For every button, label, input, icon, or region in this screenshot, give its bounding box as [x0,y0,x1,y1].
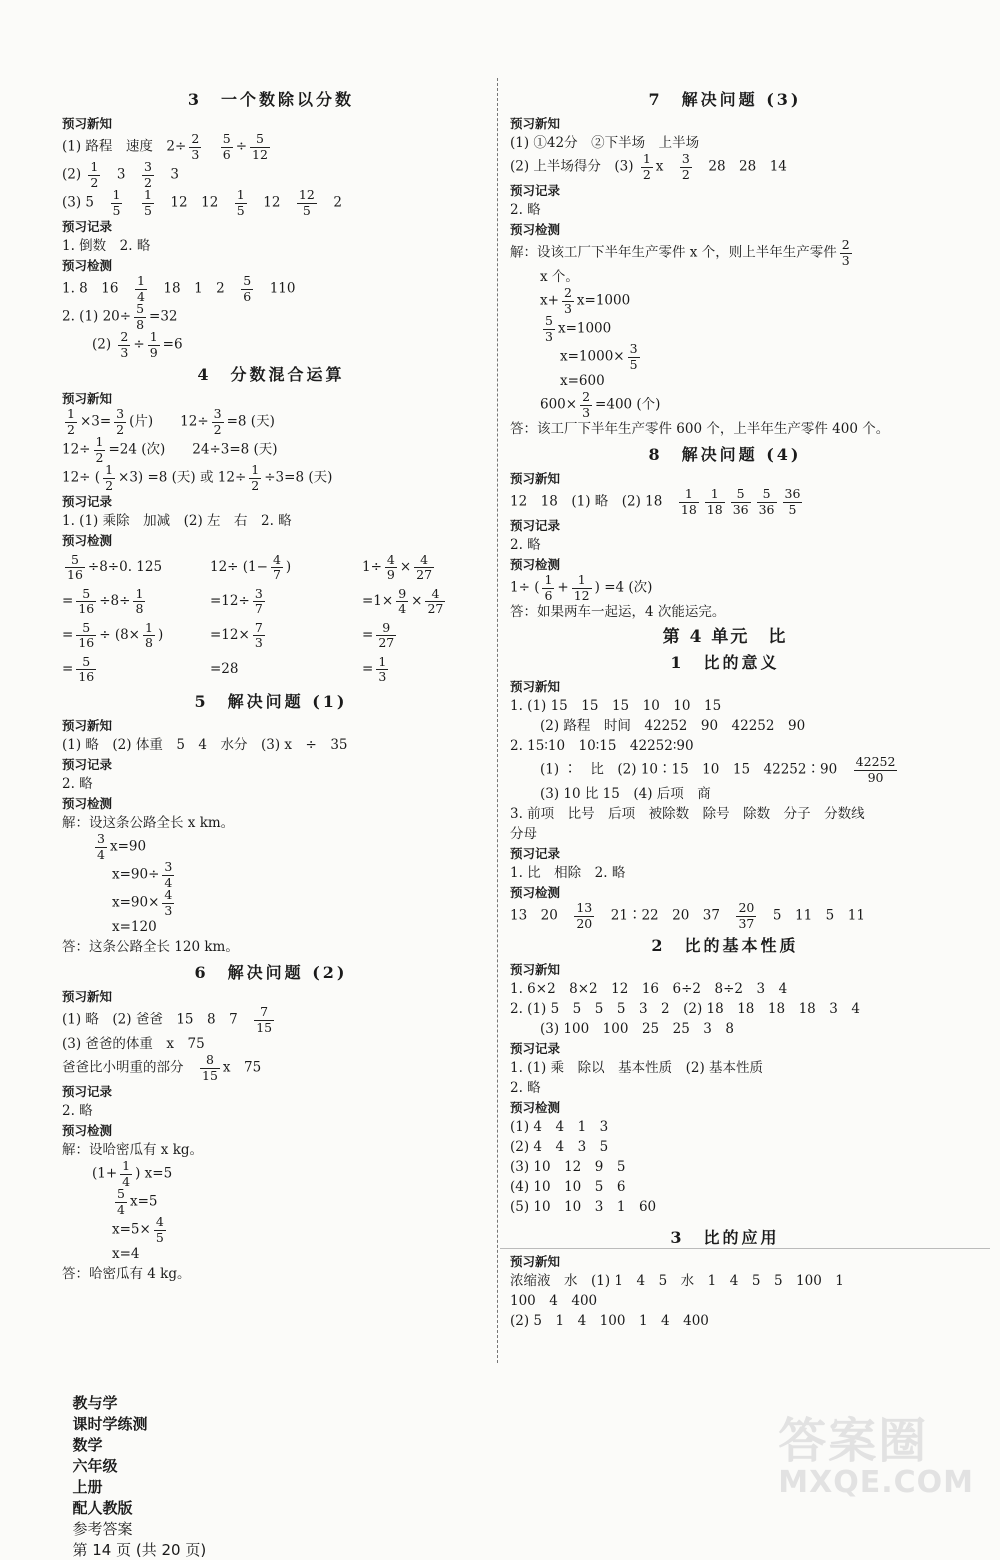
s6-answer: 答：哈密瓜有 4 kg。 [62,1266,191,1282]
fraction: $\frac{7}{15}$ [256,1004,273,1035]
section-3-title: 3 一个数除以分数 [187,90,355,109]
u4s3-new-3: (2) 5 1 4 100 1 4 400 [510,1313,709,1329]
fraction: $\frac{3}{4}$ [164,859,173,890]
preview-record-label: 预习记录 [510,518,561,533]
preview-record-label: 预习记录 [62,219,113,234]
u4s2-check-1: (1) 4 4 1 3 [510,1119,609,1135]
u4s3-new-2: 100 4 400 [510,1293,598,1309]
fraction: $\frac{1}{18}$ [680,486,697,517]
u4s2-check-4: (4) 10 10 5 6 [510,1179,626,1195]
s7-record: 2. 略 [510,202,541,218]
u4-check-1: 13 20 $\frac{13}{20}$ 21∶22 20 37 $\frac{20}{37}$ 5 11 5 11 [510,900,865,931]
fraction: $\frac{12}{5}$ [298,187,315,218]
s3-new-line-3: (3) 5 $\frac{1}{5}$ $\frac{1}{5}$ 12 12 $\frac{1}{5}$ 12 $\frac{12}{5}$ 2 [62,187,342,218]
footer-edition: 配人教版 [72,1499,133,1517]
fraction: $\frac{2}{3}$ [191,131,200,162]
preview-check-label: 预习检测 [510,885,561,900]
fraction: $\frac{1}{18}$ [706,486,723,517]
s6-eq-2: $\frac{5}{4}$ x=5 [117,1186,158,1217]
preview-check-label: 预习检测 [510,1100,561,1115]
fraction: $\frac{9}{27}$ [378,619,395,650]
s3-new-line-2: (2) $\frac{1}{2}$ 3 $\frac{3}{2}$ 3 [62,159,180,190]
s6-eq-3: x=5× $\frac{4}{5}$ [112,1214,164,1245]
u4-new-3: 2. 15∶10 10∶15 42252∶90 [510,738,694,754]
preview-check-label: 预习检测 [510,222,561,237]
fraction: $\frac{1}{8}$ [135,585,144,616]
u4s2-check-2: (2) 4 4 3 5 [510,1139,609,1155]
u4s3-new-1: 浓缩液 水 (1) 1 4 5 水 1 4 5 5 100 1 [510,1273,844,1289]
fraction: $\frac{1}{2}$ [105,462,114,493]
preview-check-label: 预习检测 [62,258,113,273]
section-5-title: 5 解决问题 (1) [194,692,348,711]
s3-new-line-1: (1) 路程 速度 2÷ $\frac{2}{3}$ $\frac{5}{6}$ ÷ $\frac{5}{12}$ [62,131,268,162]
s4-new-line-1: $\frac{1}{2}$ ×3= $\frac{3}{2}$ (片) 12÷ $\frac{3}{2}$ =8 (天) [67,406,275,437]
s5-eq-3: x=90× $\frac{4}{3}$ [112,887,173,918]
fraction: $\frac{3}{2}$ [681,151,690,182]
s6-let: 解：设哈密瓜有 x kg。 [62,1142,204,1158]
s7-let-1: 解：设该工厂下半年生产零件 x 个，则上半年生产零件 $\frac{2}{3}$ [510,237,850,268]
footer-page-number: 第 14 页 (共 20 页) [72,1541,207,1559]
fraction: $\frac{1}{4}$ [136,273,145,304]
s7-eq-2: $\frac{5}{3}$ x=1000 [545,313,612,344]
unit4-section-2-title: 2 比的基本性质 [651,936,799,955]
watermark-text: 答案圈 [778,1413,929,1469]
preview-check-label: 预习检测 [62,533,113,548]
section-6-title: 6 解决问题 (2) [194,963,348,982]
preview-record-label: 预习记录 [62,757,113,772]
preview-record-label: 预习记录 [510,1041,561,1056]
fraction: $\frac{1}{5}$ [143,187,152,218]
fraction: $\frac{5}{3}$ [545,313,553,344]
u4s2-new-2: 2. (1) 5 5 5 5 3 2 (2) 18 18 18 18 3 4 [510,1001,860,1017]
s5-let: 解：设这条公路全长 x km。 [62,815,235,831]
fraction: $\frac{2}{3}$ [563,285,572,316]
s5-eq-4: x=120 [112,919,157,935]
fraction: $\frac{4}{3}$ [164,887,173,918]
s7-eq-1: x+ $\frac{2}{3}$ x=1000 [540,285,631,316]
unit4-section-3-title: 3 比的应用 [670,1228,780,1247]
s7-eq-3: x=1000× $\frac{3}{5}$ [560,341,638,372]
s3-record: 1. 倒数 2. 略 [62,238,151,254]
left-column [62,84,480,1284]
fraction: $\frac{1}{2}$ [67,406,75,437]
s6-record: 2. 略 [62,1103,93,1119]
footer-series: 课时学练测 [72,1415,148,1433]
u4s2-check-5: (5) 10 10 3 1 60 [510,1199,657,1215]
preview-new-label: 预习新知 [62,116,113,131]
fraction: $\frac{1}{2}$ [90,159,99,190]
fraction: $\frac{4}{9}$ [386,551,395,582]
fraction: $\frac{5}{36}$ [758,486,775,517]
s4-check-grid [62,550,480,686]
fraction: $\frac{4}{27}$ [427,585,444,616]
fraction: $\frac{5}{16}$ [78,653,95,684]
s4-calc-b: 12÷ (1− $\frac{4}{7}$ ) =12÷ $\frac{3}{7}$ =12× $\frac{7}{3}$ =28 [210,551,292,677]
fraction: $\frac{13}{20}$ [576,900,593,931]
column-divider [497,78,498,1363]
preview-record-label: 预习记录 [62,1084,113,1099]
s4-calc-a: $\frac{5}{16}$ ÷8÷0. 125 = $\frac{5}{16}$ ÷8÷ $\frac{1}{8}$ = $\frac{5}{16}$ ÷ (8× $\frac{1}{8}$ ) = $\frac{5}{16}$ [62,551,164,684]
fraction: $\frac{5}{16}$ [78,619,95,650]
fraction: $\frac{36}{5}$ [784,486,801,517]
preview-check-label: 预习检测 [510,557,561,572]
unit4-section-1-title: 1 比的意义 [670,653,780,672]
fraction: $\frac{5}{16}$ [78,585,95,616]
u4-new-2: (2) 路程 时间 42252 90 42252 90 [540,718,806,734]
s8-answer: 答：如果两车一起运，4 次能运完。 [510,604,726,620]
fraction: $\frac{5}{4}$ [117,1186,125,1217]
section-4-title: 4 分数混合运算 [197,365,345,384]
s5-record: 2. 略 [62,776,93,792]
s3-check-1: 1. 8 16 $\frac{1}{4}$ 18 1 2 $\frac{5}{6}$ 110 [62,273,296,304]
s8-check-1: 1÷ ( $\frac{1}{6}$ + $\frac{1}{12}$ ) =4 (次) [510,572,653,603]
s4-calc-c: 1÷ $\frac{4}{9}$ × $\frac{4}{27}$ =1× $\frac{9}{4}$ × $\frac{4}{27}$ = $\frac{9}{27}$ = $\frac{1}{3}$ [362,551,444,684]
preview-check-label: 预习检测 [62,1123,113,1138]
s5-eq-1: $\frac{3}{4}$ x=90 [97,831,147,862]
preview-record-label: 预习记录 [62,494,113,509]
watermark-logo [778,1402,974,1500]
s6-eq-1: (1+ $\frac{1}{4}$ ) x=5 [92,1158,173,1189]
preview-new-label: 预习新知 [510,116,561,131]
u4-new-1: 1. (1) 15 15 15 10 10 15 [510,698,722,714]
fraction: $\frac{4}{27}$ [416,551,433,582]
preview-new-label: 预习新知 [510,962,561,977]
fraction: $\frac{1}{4}$ [122,1158,131,1189]
fraction: $\frac{3}{2}$ [116,406,125,437]
fraction: $\frac{3}{2}$ [143,159,152,190]
u4s2-new-1: 1. 6×2 8×2 12 16 6÷2 8÷2 3 4 [510,981,788,997]
s7-eq-4: x=600 [560,373,605,389]
fraction: $\frac{1}{2}$ [95,434,104,465]
s5-answer: 答：这条公路全长 120 km。 [62,939,239,955]
fraction: $\frac{1}{9}$ [149,329,158,360]
s7-eq-5: 600× $\frac{2}{3}$ =400 (个) [540,389,661,420]
s4-new-line-2: 12÷ $\frac{1}{2}$ =24 (次) 24÷3=8 (天) [62,434,278,465]
footer-subject: 数学 [72,1436,103,1454]
preview-new-label: 预习新知 [62,989,113,1004]
fraction: $\frac{5}{12}$ [252,131,268,162]
fraction: $\frac{1}{2}$ [251,462,260,493]
u4-record: 1. 比 相除 2. 略 [510,865,626,881]
s6-eq-4: x=4 [112,1246,140,1262]
fraction: $\frac{3}{2}$ [213,406,222,437]
s7-let-2: x 个。 [540,269,579,285]
s3-check-3: (2) $\frac{2}{3}$ ÷ $\frac{1}{9}$ =6 [92,329,183,360]
s7-answer: 答：该工厂下半年生产零件 600 个，上半年生产零件 400 个。 [510,421,890,437]
fraction: $\frac{42252}{90}$ [855,754,896,785]
s3-check-2: 2. (1) 20÷ $\frac{5}{8}$ =32 [62,301,178,332]
fraction: $\frac{5}{6}$ [243,273,252,304]
fraction: $\frac{8}{15}$ [202,1052,218,1083]
u4s2-new-3: (3) 100 100 25 25 3 8 [540,1021,734,1037]
fraction: $\frac{3}{7}$ [254,585,263,616]
u4s2-record-1: 1. (1) 乘 除以 基本性质 (2) 基本性质 [510,1060,763,1076]
watermark-url: MXQE.COM [778,1465,974,1500]
s8-new-1: 12 18 (1) 略 (2) 18 $\frac{1}{18}$ $\frac{1}{18}$ $\frac{5}{36}$ $\frac{5}{36}$ $\frac{36}{5}$ [510,486,801,517]
preview-record-label: 预习记录 [510,846,561,861]
u4s2-check-3: (3) 10 12 9 5 [510,1159,626,1175]
fraction: $\frac{5}{36}$ [732,486,749,517]
fraction: $\frac{1}{2}$ [642,151,651,182]
right-column [510,84,940,1331]
s4-record: 1. (1) 乘除 加减 (2) 左 右 2. 略 [62,513,292,529]
u4-new-5: (3) 10 比 15 (4) 后项 商 [540,786,711,802]
footer-volume: 上册 [72,1478,103,1496]
fraction: $\frac{5}{8}$ [136,301,145,332]
u4-new-7: 分母 [510,826,537,842]
fraction: $\frac{1}{6}$ [544,572,553,603]
s6-new-3: 爸爸比小明重的部分 $\frac{8}{15}$ x 75 [62,1052,262,1083]
preview-new-label: 预习新知 [510,471,561,486]
fraction: $\frac{1}{5}$ [112,187,121,218]
fraction: $\frac{9}{4}$ [398,585,407,616]
s8-record: 2. 略 [510,537,541,553]
preview-new-label: 预习新知 [510,1254,561,1269]
preview-new-label: 预习新知 [510,679,561,694]
fraction: $\frac{4}{5}$ [155,1214,164,1245]
section-8-title: 8 解决问题 (4) [648,445,802,464]
fraction: $\frac{1}{3}$ [378,653,387,684]
s4-new-line-3: 12÷ ( $\frac{1}{2}$ ×3) =8 (天) 或 12÷ $\frac{1}{2}$ ÷3=8 (天) [62,462,333,493]
s6-new-1: (1) 略 (2) 爸爸 15 8 7 $\frac{7}{15}$ [62,1004,273,1035]
fraction: $\frac{5}{6}$ [222,131,231,162]
fraction: $\frac{7}{3}$ [254,619,263,650]
footer-brand: 教与学 [72,1394,118,1412]
u4-new-6: 3. 前项 比号 后项 被除数 除号 除数 分子 分数线 [510,806,865,822]
fraction: $\frac{2}{3}$ [120,329,129,360]
preview-new-label: 预习新知 [62,391,113,406]
s7-new-1: (1) ①42分 ②下半场 上半场 [510,135,700,151]
footer-grade: 六年级 [72,1457,118,1475]
s5-eq-2: x=90÷ $\frac{3}{4}$ [112,859,173,890]
preview-new-label: 预习新知 [62,718,113,733]
fraction: $\frac{1}{8}$ [145,619,153,650]
fraction: $\frac{1}{12}$ [573,572,590,603]
s7-new-2: (2) 上半场得分 (3) $\frac{1}{2}$ x $\frac{3}{2}$ 28 28 14 [510,151,787,182]
u4-new-4: (1) ∶ 比 (2) 10∶15 10 15 42252∶90 $\frac{42252}{90}$ [540,754,896,785]
fraction: $\frac{2}{3}$ [582,389,591,420]
fraction: $\frac{20}{37}$ [738,900,755,931]
fraction: $\frac{3}{4}$ [97,831,105,862]
fraction: $\frac{5}{16}$ [67,551,83,582]
preview-check-label: 预习检测 [62,796,113,811]
section-7-title: 7 解决问题 (3) [648,90,802,109]
unit-4-title: 第 4 单元 比 [662,627,788,647]
fraction: $\frac{1}{5}$ [236,187,245,218]
u4s2-record-2: 2. 略 [510,1080,541,1096]
preview-record-label: 预习记录 [510,183,561,198]
footer-section: 参考答案 [72,1520,133,1538]
fraction: $\frac{4}{7}$ [272,551,281,582]
fraction: $\frac{3}{5}$ [629,341,638,372]
s6-new-2: (3) 爸爸的体重 x 75 [62,1036,205,1052]
fraction: $\frac{2}{3}$ [841,237,850,268]
s5-new: (1) 略 (2) 体重 5 4 水分 (3) x ÷ 35 [62,737,348,753]
